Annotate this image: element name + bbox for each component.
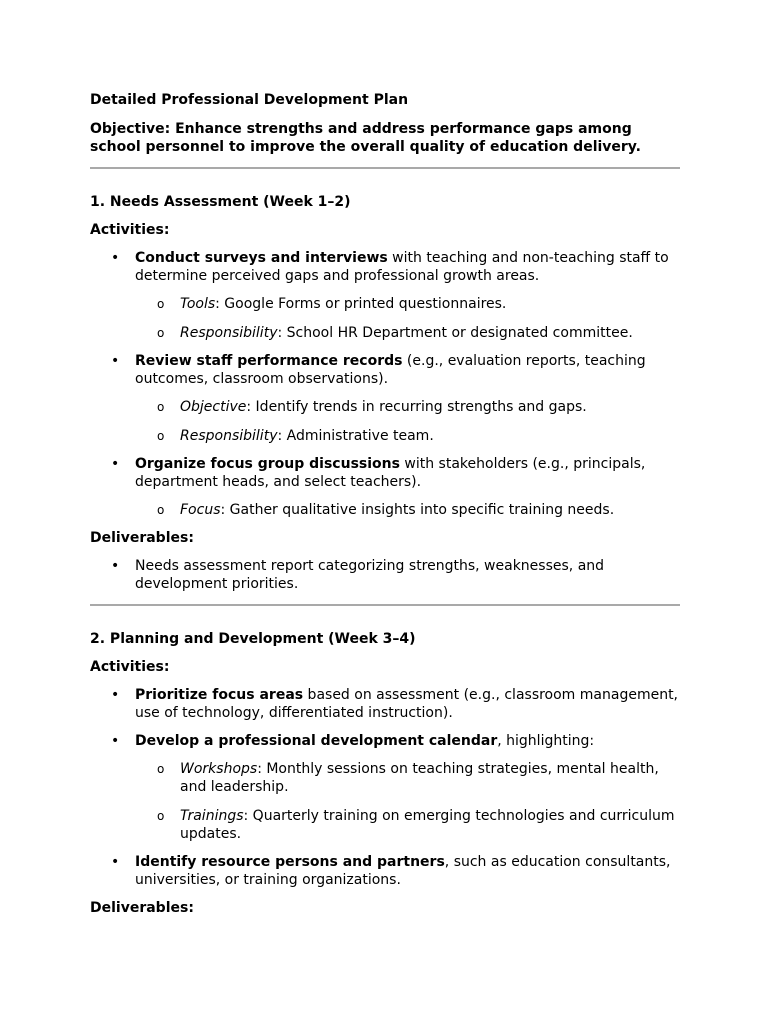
deliverables-label: Deliverables: [90,530,194,546]
sub-item-text: : Google Forms or printed questionnaires. [215,296,507,312]
deliverables-list [90,557,680,593]
sub-item-term: Trainings [180,808,244,824]
list-item [90,686,680,722]
list-item [90,732,680,843]
sub-item-term: Responsibility [180,428,278,444]
sub-item-text: : Identify trends in recurring strengths and gaps. [246,399,587,415]
sub-list-item [135,295,680,313]
item-bold: Organize focus group discussions [135,456,400,472]
document-title: Detailed Professional Development Plan [90,92,409,108]
item-text: based on assessment (e.g., classroom management, use of technology, differentiated instruction). [135,687,679,721]
list-item [90,352,680,445]
sub-list-item [135,501,680,519]
item-text: , highlighting: [497,733,595,749]
sub-list-item [135,427,680,445]
item-text: , such as education consultants, universities, or training organizations. [135,854,671,888]
sub-list-item [135,324,680,342]
sub-item-term: Focus [180,502,221,518]
item-bold: Conduct surveys and interviews [135,250,388,266]
sub-item-term: Tools [180,296,216,312]
item-text: with teaching and non-teaching staff to determine perceived gaps and professional growth areas. [135,250,669,284]
activities-list [90,249,680,519]
sub-item-term: Objective [180,399,247,415]
list-item: • Needs assessment report categorizing strengths, weaknesses, and development priorities. [90,557,680,593]
section-planning-development [90,630,680,917]
item-text: (e.g., evaluation reports, teaching outcomes, classroom observations). [135,353,646,387]
sub-list [135,760,680,843]
list-item [90,455,680,519]
section-heading: 2. Planning and Development (Week 3–4) [90,631,416,647]
item-bold: Develop a professional development calendar [135,733,498,749]
activities-label: Activities: [90,659,170,675]
activities-list [90,686,680,889]
divider [90,167,680,169]
sub-item-term: Responsibility [180,325,278,341]
sub-list [135,398,680,445]
sub-item-text: : Gather qualitative insights into specific training needs. [220,502,615,518]
document-page [90,91,680,927]
sub-item-text: : Quarterly training on emerging technologies and curriculum updates. [180,808,675,842]
sub-list [135,295,680,342]
sub-list-item [135,807,680,843]
item-bold: Prioritize focus areas [135,687,304,703]
sub-item-text: : Monthly sessions on teaching strategies, mental health, and leadership. [180,761,659,795]
sub-item-text: : Administrative team. [277,428,434,444]
sub-list-item [135,398,680,416]
section-heading: 1. Needs Assessment (Week 1–2) [90,194,351,210]
document-objective: Objective: Enhance strengths and address performance gaps among school personnel to improve the overall quality of education delivery. [90,121,641,155]
sub-item-term: Workshops [180,761,258,777]
list-item [90,853,680,889]
item-bold: Review staff performance records [135,353,403,369]
sub-list-item [135,760,680,796]
item-bold: Identify resource persons and partners [135,854,445,870]
activities-label: Activities: [90,222,170,238]
section-needs-assessment [90,193,680,593]
deliverables-label: Deliverables: [90,900,194,916]
item-text: with stakeholders (e.g., principals, department heads, and select teachers). [135,456,646,490]
sub-list [135,501,680,519]
list-item [90,249,680,342]
sub-item-text: : School HR Department or designated committee. [277,325,633,341]
divider [90,604,680,606]
